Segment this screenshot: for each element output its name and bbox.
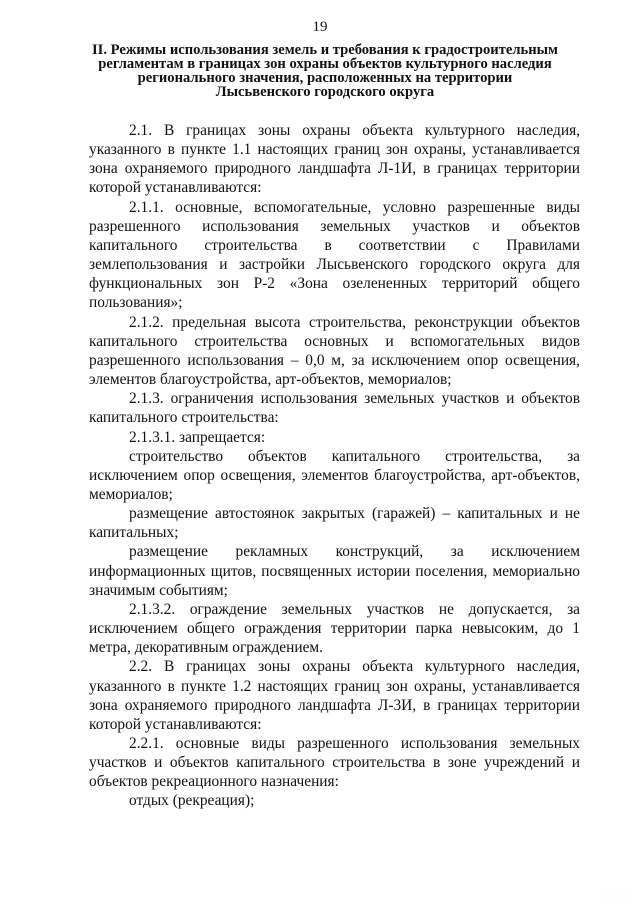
paragraph-2-1-3-1: 2.1.3.1. запрещается: — [129, 428, 266, 446]
paragraph-2-1-1: 2.1.1. основные, вспомогательные, условно разрешенные виды разрешенного использования земельных участков и объектов капитального строительства в соответствии с Правилами землепользования и застройки Лысьвенского городского округа для функциональных зон Р-2 «Зона озелененных территорий общего пользования»; — [89, 198, 580, 312]
paragraph-2-1-2: 2.1.2. предельная высота строительства, реконструкции объектов капитального строительства основных и вспомогательных видов разрешенного использования – 0,0 м, за исключением опор освещения, элементов благоустройства, арт-объектов, мемориалов; — [89, 313, 580, 389]
paragraph-2-1-3-2: 2.1.3.2. ограждение земельных участков не допускается, за исключением общего ограждения территории парка невысоким, до 1 метра, декоративным ограждением. — [89, 600, 580, 657]
document-body — [89, 121, 580, 811]
paragraph-2-2: 2.2. В границах зоны охраны объекта культурного наследия, указанного в пункте 1.2 настоящих границ зон охраны, устанавливается зона охраняемого природного ландшафта Л-3И, в границах территории которой устанавливаются: — [89, 658, 580, 733]
heading-line: Лысьвенского городского округа — [215, 84, 435, 100]
list-item-recreation: отдых (рекреация); — [129, 792, 255, 810]
heading-line: регионального значения, расположенных на территории — [137, 70, 513, 86]
list-item-advertising: размещение рекламных конструкций, за исключением информационных щитов, посвященных истории поселения, мемориально значимым событиям; — [89, 543, 580, 599]
heading-line: II. Режимы использования земель и требования к градостроительным — [92, 42, 558, 58]
paragraph-2-2-1: 2.2.1. основные виды разрешенного использования земельных участков и объектов капитального строительства в зоне учреждений и объектов рекреационного назначения: — [89, 735, 580, 791]
heading-line: регламентам в границах зон охраны объектов культурного наследия — [98, 56, 552, 72]
paragraph-2-1-3: 2.1.3. ограничения использования земельных участков и объектов капитального строительства: — [89, 390, 580, 427]
list-item-parking: размещение автостоянок закрытых (гаражей) – капитальных и не капитальных; — [89, 505, 580, 542]
page-number: 19 — [312, 19, 328, 35]
list-item-construction: строительство объектов капитального строительства, за исключением опор освещения, элементов благоустройства, арт-объектов, мемориалов; — [89, 447, 580, 503]
scan-corner-dots: · · · · — [601, 892, 632, 901]
section-heading — [80, 43, 570, 99]
paragraph-2-1: 2.1. В границах зоны охраны объекта культурного наследия, указанного в пункте 1.1 настоящих границ зон охраны, устанавливается зона охраняемого природного ландшафта Л-1И, в границах территории которой устанавливаются: — [89, 122, 580, 197]
